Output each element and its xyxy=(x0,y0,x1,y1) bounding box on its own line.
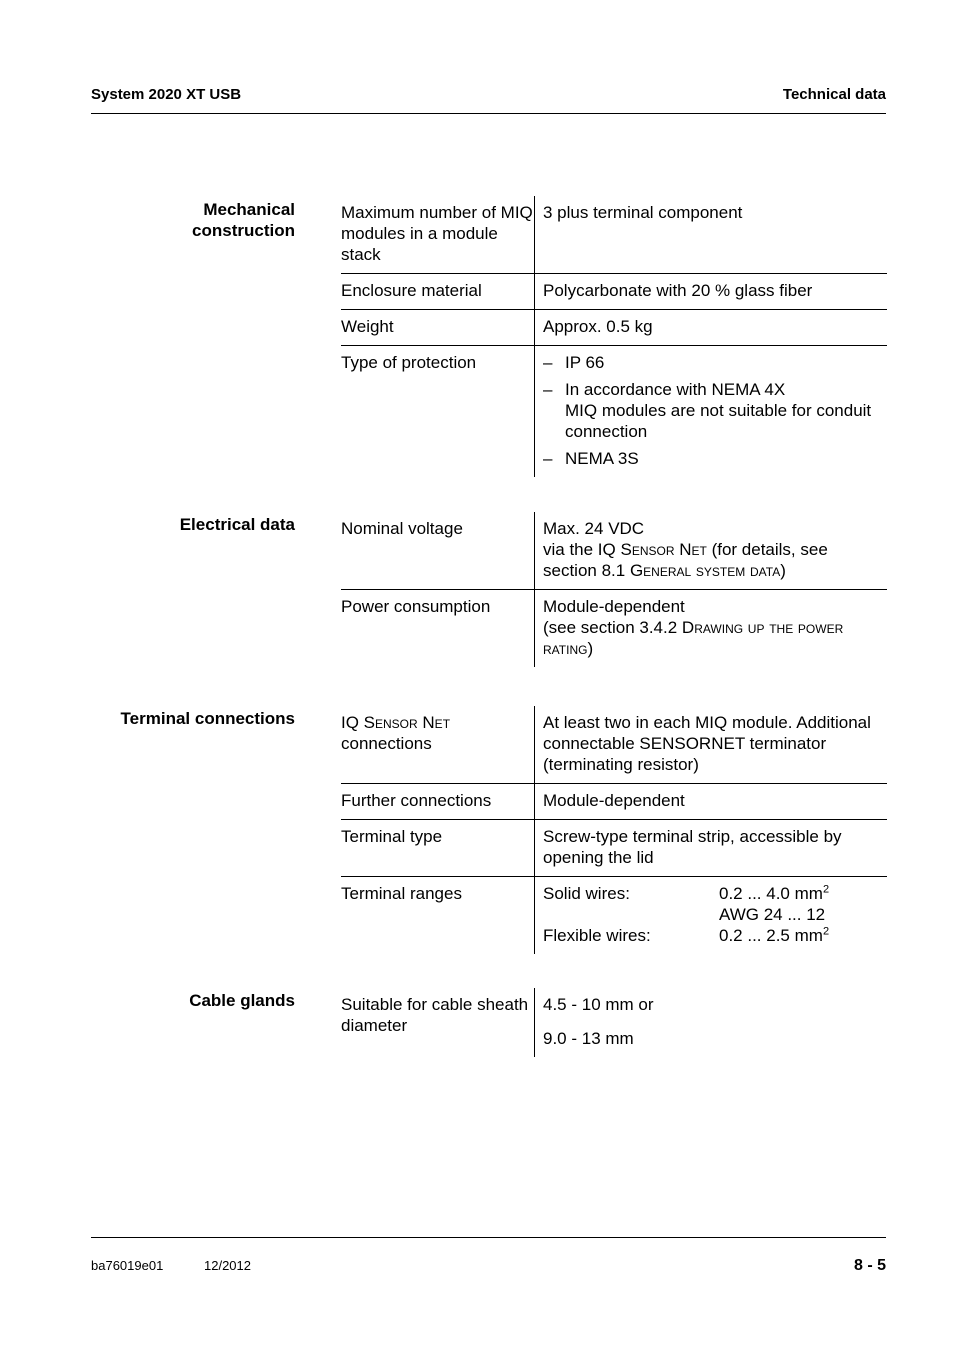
row-label: Terminal ranges xyxy=(341,884,462,903)
row-label: Power consumption xyxy=(341,597,491,616)
row-value: Polycarbonate with 20 % glass fiber xyxy=(534,274,887,309)
table-row xyxy=(341,988,887,1057)
row-label: Suitable for cable sheath diameter xyxy=(341,995,529,1035)
solid-wires-label: Solid wires: xyxy=(543,884,630,903)
row-value: Max. 24 VDC via the IQ Sensor Net (for details, see section 8.1 General system data) xyxy=(534,512,887,589)
flexible-wires-value: 0.2 ... 2.5 $mm^2$ xyxy=(719,925,830,945)
footer-doc-number: ba76019e01 xyxy=(91,1258,164,1273)
table-row xyxy=(341,346,887,477)
header-product-title: System 2020 XT USB xyxy=(91,86,242,103)
solid-wires-awg: AWG 24 ... 12 xyxy=(719,905,826,924)
list-item: – IP 66 xyxy=(543,353,605,372)
row-label: Nominal voltage xyxy=(341,519,463,538)
row-value-wires xyxy=(534,877,887,954)
section-title-cable-glands: Cable glands xyxy=(189,991,295,1010)
table-row xyxy=(341,706,887,784)
row-label: IQ Sensor Net connections xyxy=(341,713,451,753)
row-value: 4.5 - 10 mm or 9.0 - 13 mm xyxy=(534,988,887,1057)
page-footer xyxy=(91,1237,886,1274)
solid-wires-value: 0.2 ... 4.0 $mm^2$ xyxy=(719,883,830,903)
header-chapter-title: Technical data xyxy=(782,86,886,103)
row-value-list xyxy=(534,346,887,477)
row-value: At least two in each MIQ module. Additional connectable SENSORNET terminator (terminating resistor) xyxy=(534,706,887,783)
list-item: – NEMA 3S xyxy=(543,449,639,468)
table-row xyxy=(341,784,887,820)
table-row xyxy=(341,877,887,954)
row-value: Module-dependent xyxy=(534,784,887,819)
table-row xyxy=(341,196,887,274)
row-label: Terminal type xyxy=(341,827,443,846)
row-value: Screw-type terminal strip, accessible by opening the lid xyxy=(534,820,887,876)
table-row xyxy=(341,590,887,667)
spec-table-electrical xyxy=(341,512,887,667)
spec-table-cable-glands xyxy=(341,988,887,1057)
row-label: Further connections xyxy=(341,791,492,810)
row-label: Maximum number of MIQ modules in a module stack xyxy=(341,203,533,264)
footer-page-number: 8 - 5 xyxy=(853,1257,886,1274)
table-row xyxy=(341,310,887,346)
page-header xyxy=(91,86,886,114)
footer-date: 12/2012 xyxy=(204,1258,251,1273)
spec-table-mechanical xyxy=(341,196,887,477)
row-value: 3 plus terminal component xyxy=(534,196,887,273)
row-value: Approx. 0.5 kg xyxy=(534,310,887,345)
section-title-mechanical: Mechanical construction xyxy=(192,200,295,240)
table-row xyxy=(341,512,887,590)
table-row xyxy=(341,820,887,877)
row-label: Weight xyxy=(341,317,394,336)
flexible-wires-label: Flexible wires: xyxy=(543,926,651,945)
row-label: Type of protection xyxy=(341,353,477,372)
section-title-electrical: Electrical data xyxy=(179,515,295,534)
row-label: Enclosure material xyxy=(341,281,482,300)
list-item: – In accordance with NEMA 4X MIQ modules are not suitable for conduit connection xyxy=(543,380,872,441)
spec-table-terminal xyxy=(341,706,887,954)
row-value: Module-dependent (see section 3.4.2 Drawing up the power rating) xyxy=(534,590,887,667)
section-title-terminal: Terminal connections xyxy=(120,709,295,728)
table-row xyxy=(341,274,887,310)
